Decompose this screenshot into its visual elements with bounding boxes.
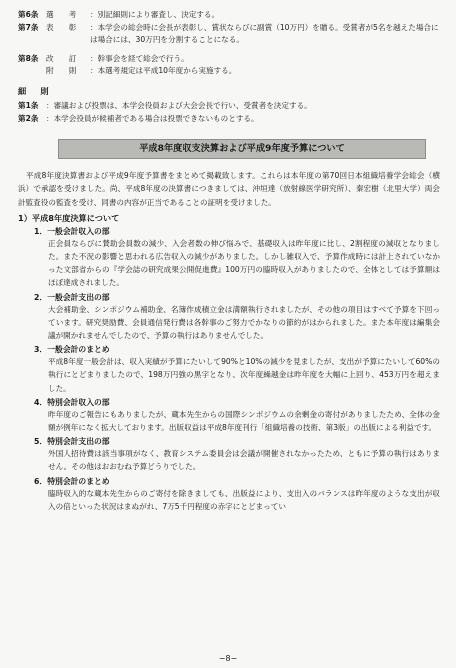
article-text: ：本学会の総会時に会長が表彰し、賞状ならびに副賞（10万円）を贈る。受賞者が5名を越えた場合には場合には、30万円を分割することになる。 <box>90 22 439 45</box>
subsection-title: 1．一般会計収入の部 <box>34 226 110 236</box>
article-text: ：別記細則により審査し、決定する。 <box>90 10 220 19</box>
supplementary-provision <box>18 65 442 78</box>
section-1-heading: 1）平成8年度決算について <box>18 212 120 223</box>
section-banner: 平成8年度収支決算および平成9年度予算について <box>58 139 426 159</box>
article-7 <box>18 22 442 47</box>
subsection-text: 平成8年度一般会計は、収入実績が予算にたいして90%と10%の減少を見ましたが、支出が予算にたいして60%の執行にとどまりましたので、198万円強の黒字となり、次年度繰越金は昨年度を大幅に上回り、453万円を超えました。 <box>48 357 440 393</box>
page-number: −8− <box>218 654 238 663</box>
article-number: 第7条 <box>18 22 39 32</box>
subsection-title: 3．一般会計のまとめ <box>34 345 110 355</box>
article-number: 第6条 <box>18 10 39 19</box>
article-number: 第8条 <box>18 53 39 63</box>
article-8 <box>18 53 442 66</box>
rule-text: ：審議および投票は、本学会役員および大会会長で行い、受賞者を決定する。 <box>46 100 312 110</box>
article-title: 選 考 <box>46 10 77 19</box>
rule-2 <box>18 113 442 126</box>
subsection-text: 外国人招待費は該当事項がなく、教育システム委員会は会議が開催されなかったため、ともに予算の執行はありません。その他はおおむね予算どうりでした。 <box>48 449 440 472</box>
rule-text: ：本学会役員が候補者である場合は投票できないものとする。 <box>46 113 259 123</box>
article-number <box>18 65 46 78</box>
detailed-rules <box>18 100 442 125</box>
subsection-title: 6．特別会計のまとめ <box>34 476 110 486</box>
article-text: ：本選考規定は平成10年度から実施する。 <box>90 66 237 76</box>
subsection-text: 臨時収入的な蔵本先生からのご寄付を除きましても、出版益により、支出入のバランスは昨年度のような支出が収入の倍といった状況はまぬがれ、7万5千円程度の赤字にとどまってい <box>48 488 440 511</box>
subsection-title: 4．特別会計収入の部 <box>34 397 110 407</box>
subsection-text: 正会員ならびに賛助会員数の減少、入会者数の伸び悩みで、基礎収入は昨年度に比し、2割程度の減収となりました。また不況の影響と思われる広告収入の減少がありました。しかし雑収入で、予算作成時には計上されていなかった文部省からの『学会誌の研究成果公開促進費』100万円の臨時収入がありましたので、全体としては予算額はほぼ達成されました。 <box>48 238 440 288</box>
rules-heading: 細 則 <box>18 85 52 96</box>
article-title: 改 訂 <box>46 53 77 63</box>
rule-1 <box>18 100 442 113</box>
subsection-text: 大会補助金、シンポジウム補助金、名簿作成積立金は満額執行されましたが、その他の項目はすべて予算を下回っています。研究奨励費、会員通信発行費は各幹事のご努力でかなりの節約がはかられました。また本年度は編集会議が開かれませんでしたので、予算の執行はありませんでした。 <box>48 304 440 340</box>
subsection-title: 2．一般会計支出の部 <box>34 292 110 302</box>
subsection-text: 昨年度のご報告にもありましたが、蔵本先生からの国際シンポジウムの余剰金の寄付がありましたため、全体の金額が例年になく拡大しております。出版収益は平成8年度刊行「組織培養の技術、第3版」の出版による利益です。 <box>48 409 440 432</box>
article-6 <box>18 9 442 22</box>
selection-rules-articles <box>18 9 442 78</box>
article-title: 附 則 <box>46 66 77 76</box>
rule-number: 第1条 <box>18 100 39 110</box>
article-text: ：幹事会を経て総会で行う。 <box>90 53 189 63</box>
subsection-title: 5．特別会計支出の部 <box>34 437 110 447</box>
article-title: 表 彰 <box>46 22 77 32</box>
intro-paragraph: 平成8年度決算書および平成9年度予算書をまとめて掲載致します。これらは本年度の第70回日本組織培養学会総会（横浜）で承認を受けました。尚、平成8年度の決算書につきましては、沖垣達（放射線医学研究所）、秦宏樹（北里大学）両会計監査役の監査を受け、同書の内容が正当であることの証明を受けました。 <box>18 171 440 207</box>
rule-number: 第2条 <box>18 113 39 123</box>
